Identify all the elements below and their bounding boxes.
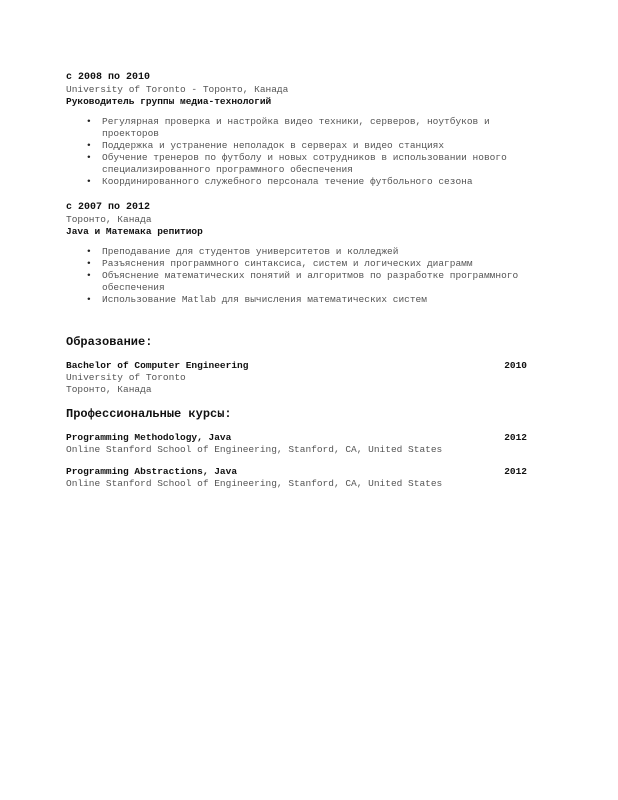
courses-section bbox=[66, 408, 536, 490]
list-item bbox=[86, 246, 536, 258]
degree-name: Bachelor of Computer Engineering bbox=[66, 360, 249, 371]
bullet-icon: • bbox=[86, 176, 92, 187]
duty-line: Координированного служебного персонала течение футбольного сезона bbox=[102, 176, 473, 187]
list-item bbox=[86, 140, 536, 152]
course-year: 2012 bbox=[504, 432, 527, 443]
school-name: University of Toronto bbox=[66, 372, 186, 383]
job-role: Руководитель группы медиа-технологий bbox=[66, 96, 272, 107]
course-row bbox=[66, 466, 527, 478]
job-entry bbox=[66, 202, 536, 306]
bullet-icon: • bbox=[86, 246, 92, 257]
job-period: с 2007 по 2012 bbox=[66, 202, 151, 213]
duty-line: обеспечения bbox=[102, 282, 165, 293]
degree-year: 2010 bbox=[504, 360, 527, 371]
duties-list bbox=[66, 246, 536, 306]
duty-line: Использование Matlab для вычисления математических систем bbox=[102, 294, 427, 305]
course-name: Programming Methodology, Java bbox=[66, 432, 232, 443]
job-period: с 2008 по 2010 bbox=[66, 72, 151, 83]
bullet-icon: • bbox=[86, 152, 92, 163]
duties-list bbox=[66, 116, 536, 188]
duty-line: Поддержка и устранение неполадок в серверах и видео станциях bbox=[102, 140, 445, 151]
job-entry bbox=[66, 72, 536, 188]
education-row bbox=[66, 360, 527, 372]
duty-line: Объяснение математических понятий и алгоритмов по разработке программного bbox=[102, 270, 519, 281]
bullet-icon: • bbox=[86, 116, 92, 127]
list-item bbox=[86, 258, 536, 270]
course-org: Online Stanford School of Engineering, Stanford, CA, United States bbox=[66, 478, 443, 489]
bullet-icon: • bbox=[86, 140, 92, 151]
list-item bbox=[86, 176, 536, 188]
course-org: Online Stanford School of Engineering, Stanford, CA, United States bbox=[66, 444, 443, 455]
duty-line: Обучение тренеров по футболу и новых сотрудников в использовании нового bbox=[102, 152, 507, 163]
course-entry bbox=[66, 432, 536, 456]
job-place: Торонто, Канада bbox=[66, 214, 152, 225]
course-name: Programming Abstractions, Java bbox=[66, 466, 238, 477]
course-row bbox=[66, 432, 527, 444]
school-city: Торонто, Канада bbox=[66, 384, 152, 395]
job-role: Java и Матемака репитиор bbox=[66, 226, 203, 237]
list-item bbox=[86, 116, 536, 140]
duty-line: Регулярная проверка и настройка видео техники, серверов, ноутбуков и bbox=[102, 116, 490, 127]
course-year: 2012 bbox=[504, 466, 527, 477]
resume-page bbox=[66, 72, 536, 500]
duty-line: проекторов bbox=[102, 128, 160, 139]
list-item bbox=[86, 294, 536, 306]
bullet-icon: • bbox=[86, 270, 92, 281]
education-section bbox=[66, 336, 536, 396]
duty-line: Разъяснения программного синтаксиса, систем и логических диаграмм bbox=[102, 258, 473, 269]
bullet-icon: • bbox=[86, 258, 92, 269]
section-title: Профессиональные курсы: bbox=[66, 407, 232, 421]
bullet-icon: • bbox=[86, 294, 92, 305]
list-item bbox=[86, 270, 536, 294]
section-title: Образование: bbox=[66, 335, 153, 349]
list-item bbox=[86, 152, 536, 176]
course-entry bbox=[66, 466, 536, 490]
job-place: University of Toronto - Торонто, Канада bbox=[66, 84, 289, 95]
duty-line: специализированного программного обеспечения bbox=[102, 164, 353, 175]
duty-line: Преподавание для студентов университетов и колледжей bbox=[102, 246, 399, 257]
